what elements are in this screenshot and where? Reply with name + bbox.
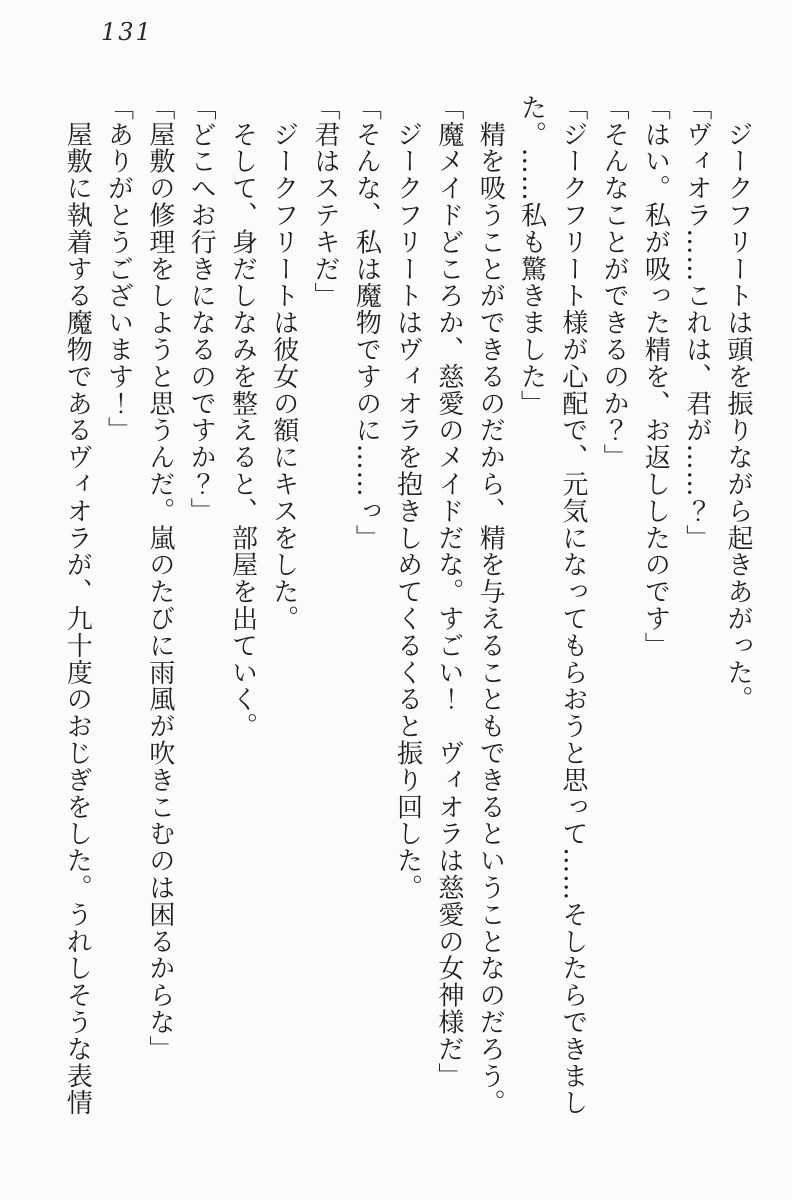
text-line: た。……私も驚きました」 [516,94,547,417]
text-line: 「ありがとうございます！」 [103,94,134,444]
text-line: 「はい。私が吸った精を、お返ししたのです」 [640,94,671,659]
text-line: そして、身だしなみを整えると、部屋を出ていく。 [227,94,258,740]
text-line: ジークフリートは頭を振りながら起きあがった。 [723,94,753,713]
text-line: 「そんな、私は魔物ですのに……っ」 [351,94,382,552]
text-line: 屋敷に執着する魔物であるヴィオラが、九十度のおじぎをした。うれしそうな表情 [62,94,93,1117]
text-line: 「どこへお行きになるのですか？」 [186,94,217,525]
text-block [55,94,758,1124]
text-line: 精を吸うことができるのだから、精を与えることもできるということなのだろう。 [475,94,506,1117]
page-number: 131 [101,18,153,46]
text-line: 「ジークフリート様が心配で、元気になってもらおうと思って……そしたらできまし [557,94,588,1117]
text-line: ジークフリートはヴィオラを抱きしめてくるくると振り回した。 [392,94,423,901]
text-line: 「ヴィオラ……これは、君が……？」 [681,94,712,552]
text-line: ジークフリートは彼女の額にキスをした。 [268,94,299,632]
text-line: 「屋敷の修理をしようと思うんだ。嵐のたびに雨風が吹きこむのは困るからな」 [144,94,175,1063]
text-line: 「魔メイドどころか、慈愛のメイドだな。すごい！ ヴィオラは慈愛の女神様だ」 [433,94,464,1090]
text-line: 「君はステキだ」 [310,94,341,310]
text-line: 「そんなことができるのか？」 [599,94,630,471]
